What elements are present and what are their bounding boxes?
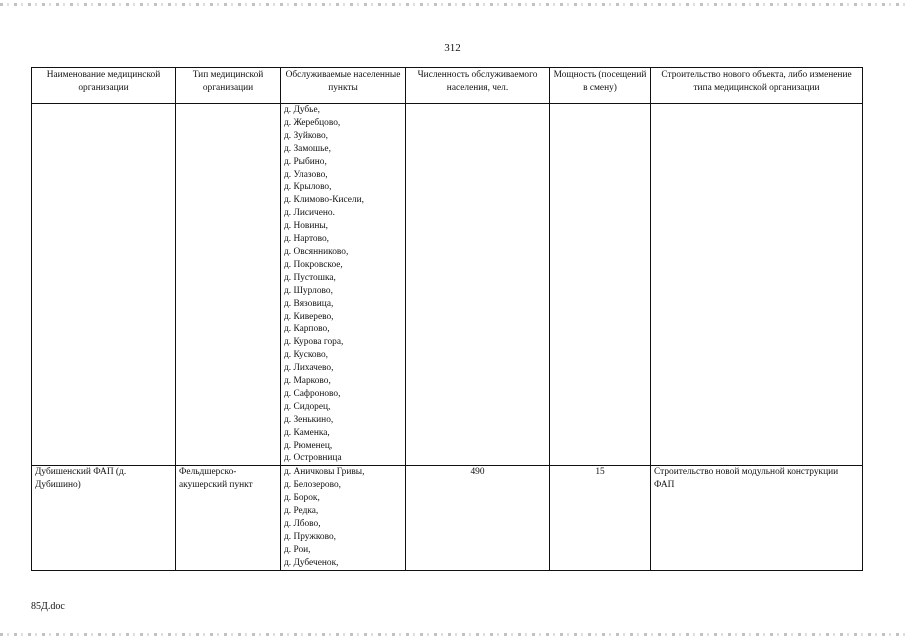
settlement-item: д. Киверево, bbox=[284, 311, 334, 322]
cell-construction: Строительство новой модульной конструкции ФАП bbox=[651, 466, 863, 570]
settlement-item: д. Овсянниково, bbox=[284, 246, 349, 257]
cell-population bbox=[406, 104, 550, 466]
cell-organization-name bbox=[32, 104, 176, 466]
cell-population: 490 bbox=[406, 466, 550, 570]
settlement-item: д. Зуйково, bbox=[284, 130, 329, 141]
settlement-item: д. Борок, bbox=[284, 493, 320, 504]
settlement-item: д. Каменка, bbox=[284, 427, 330, 438]
cell-organization-name: Дубишенский ФАП (д. Дубишино) bbox=[32, 466, 176, 570]
page-number: 312 bbox=[444, 42, 461, 54]
settlement-item: д. Пружково, bbox=[284, 531, 336, 542]
settlement-item: д. Курова гора, bbox=[284, 337, 344, 348]
settlement-item: д. Лбово, bbox=[284, 519, 321, 529]
header-construction: Строительство нового объекта, либо изменение типа медицинской организации bbox=[651, 68, 863, 104]
settlement-item: д. Улазово, bbox=[284, 169, 328, 180]
settlement-item: д. Аничковы Гривы, bbox=[284, 467, 365, 478]
medical-organizations-table bbox=[31, 67, 863, 571]
settlement-item: д. Нартово, bbox=[284, 234, 330, 245]
settlement-item: д. Карпово, bbox=[284, 324, 330, 335]
settlement-item: д. Лисичено. bbox=[284, 208, 335, 219]
table-header-row bbox=[32, 68, 863, 104]
settlement-item: д. Шурлово, bbox=[284, 285, 333, 296]
cell-construction bbox=[651, 104, 863, 466]
settlement-item: д. Кусково, bbox=[284, 350, 329, 361]
header-organization-name: Наименование медицинской организации bbox=[32, 68, 176, 104]
table-row bbox=[32, 104, 863, 466]
scan-artifact-bottom bbox=[0, 633, 905, 636]
settlement-item: д. Редка, bbox=[284, 506, 319, 517]
settlement-item: д. Сафроново, bbox=[284, 388, 341, 399]
footer-document-name: 85Д.doc bbox=[31, 601, 65, 612]
settlement-item: д. Рыбино, bbox=[284, 156, 327, 167]
header-served-settlements: Обслуживаемые населенные пункты bbox=[281, 68, 406, 104]
settlement-list bbox=[284, 104, 402, 465]
settlement-item: д. Зенькино, bbox=[284, 414, 334, 425]
settlement-item: д. Климово-Кисели, bbox=[284, 195, 364, 206]
settlement-item: д. Жеребцово, bbox=[284, 117, 341, 128]
settlement-item: д. Лихачево, bbox=[284, 363, 334, 374]
settlement-item: д. Вязовица, bbox=[284, 298, 334, 309]
cell-capacity: 15 bbox=[550, 466, 651, 570]
scan-artifact-top bbox=[0, 3, 905, 6]
settlement-item: д. Островница bbox=[284, 453, 342, 464]
settlement-item: д. Дубеченок, bbox=[284, 557, 339, 568]
settlement-item: д. Пустошка, bbox=[284, 272, 336, 283]
cell-served-settlements bbox=[281, 466, 406, 570]
settlement-item: д. Сидорец, bbox=[284, 401, 331, 412]
cell-capacity bbox=[550, 104, 651, 466]
settlement-item: д. Белозерово, bbox=[284, 480, 342, 491]
header-organization-type: Тип медицинской организации bbox=[176, 68, 281, 104]
settlement-item: д. Марково, bbox=[284, 376, 331, 387]
settlement-item: д. Замошье, bbox=[284, 143, 331, 154]
settlement-item: д. Новины, bbox=[284, 221, 329, 232]
settlement-item: д. Крылово, bbox=[284, 182, 332, 193]
settlement-item: д. Рои, bbox=[284, 544, 311, 555]
table-row bbox=[32, 466, 863, 570]
settlement-item: д. Покровское, bbox=[284, 259, 343, 270]
settlement-list bbox=[284, 466, 402, 569]
settlement-item: д. Дубье, bbox=[284, 105, 320, 115]
cell-organization-type: Фельдшерско-акушерский пункт bbox=[176, 466, 281, 570]
cell-served-settlements bbox=[281, 104, 406, 466]
settlement-item: д. Рюменец, bbox=[284, 440, 333, 451]
header-population: Численность обслуживаемого населения, чел. bbox=[406, 68, 550, 104]
cell-organization-type bbox=[176, 104, 281, 466]
header-capacity: Мощность (посещений в смену) bbox=[550, 68, 651, 104]
